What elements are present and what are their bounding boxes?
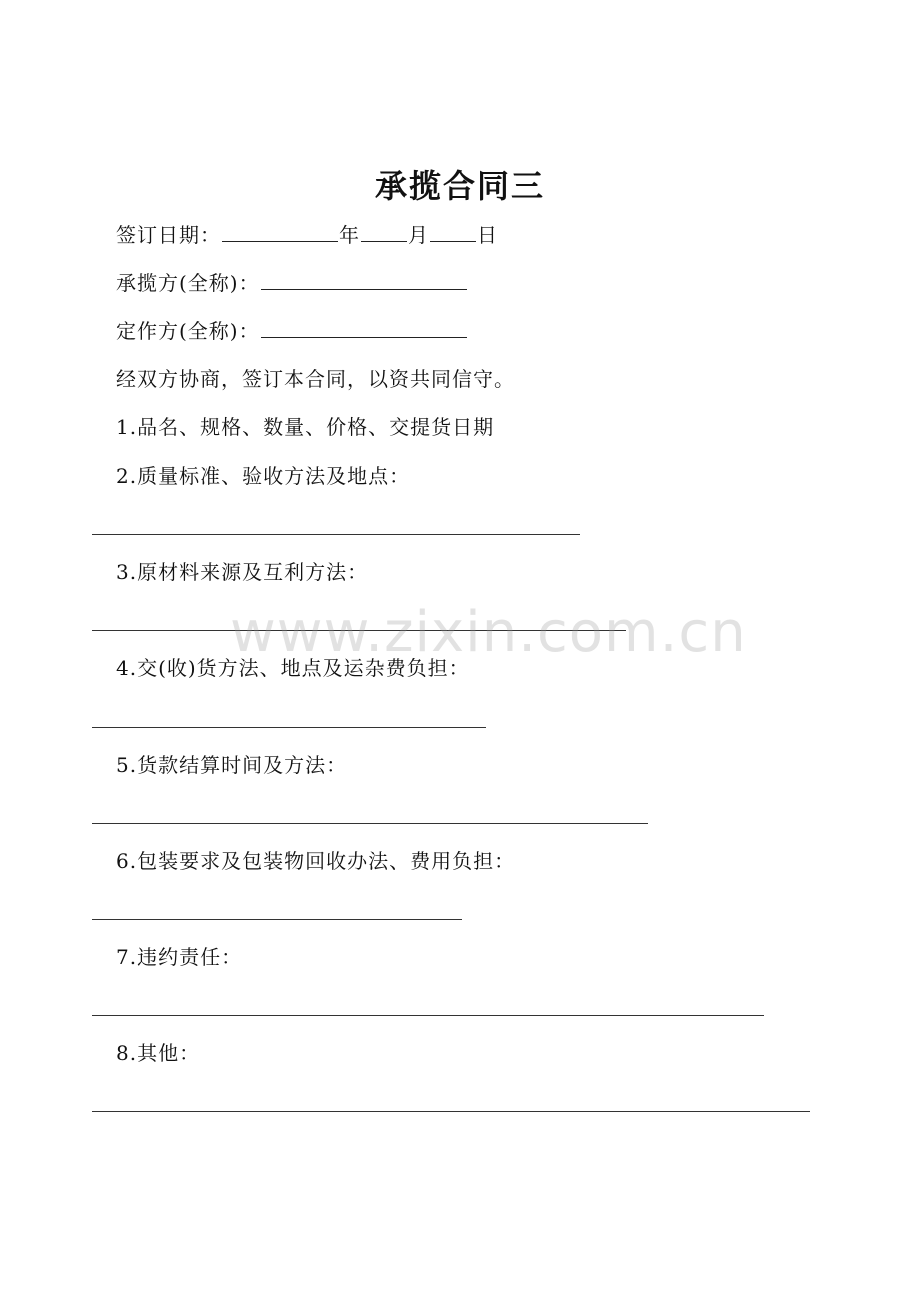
clause-5: 5.货款结算时间及方法：	[116, 753, 348, 777]
sign-date-label: 签订日期：	[116, 223, 221, 247]
contractor-blank[interactable]	[261, 269, 467, 290]
clause-7-blank[interactable]	[92, 1015, 764, 1016]
clause-6: 6.包装要求及包装物回收办法、费用负担：	[116, 849, 516, 873]
clause-4: 4.交(收)货方法、地点及运杂费负担：	[116, 656, 470, 680]
contractor-label: 承揽方(全称)：	[116, 271, 260, 295]
clause-8-blank[interactable]	[92, 1111, 810, 1112]
orderer-line	[116, 316, 468, 346]
day-blank[interactable]	[430, 221, 476, 242]
day-label: 日	[477, 223, 498, 247]
month-blank[interactable]	[361, 221, 407, 242]
clause-8: 8.其他：	[116, 1041, 201, 1065]
year-blank[interactable]	[222, 221, 338, 242]
orderer-label: 定作方(全称)：	[116, 319, 260, 343]
contractor-line	[116, 268, 468, 298]
year-label: 年	[339, 223, 360, 247]
clause-6-blank[interactable]	[92, 919, 462, 920]
document-title: 承揽合同三	[374, 167, 545, 205]
intro-text: 经双方协商，签订本合同，以资共同信守。	[116, 367, 515, 391]
clause-7: 7.违约责任：	[116, 945, 243, 969]
clause-4-blank[interactable]	[92, 727, 486, 728]
orderer-blank[interactable]	[261, 317, 467, 338]
clause-3: 3.原材料来源及互利方法：	[116, 560, 369, 584]
clause-2: 2.质量标准、验收方法及地点：	[116, 464, 411, 488]
watermark: www.zixin.com.cn	[230, 600, 747, 665]
clause-3-blank[interactable]	[92, 630, 626, 631]
clause-2-blank[interactable]	[92, 534, 580, 535]
sign-date-line	[116, 220, 498, 250]
clause-5-blank[interactable]	[92, 823, 648, 824]
clause-1: 1.品名、规格、数量、价格、交提货日期	[116, 415, 495, 439]
month-label: 月	[408, 223, 429, 247]
